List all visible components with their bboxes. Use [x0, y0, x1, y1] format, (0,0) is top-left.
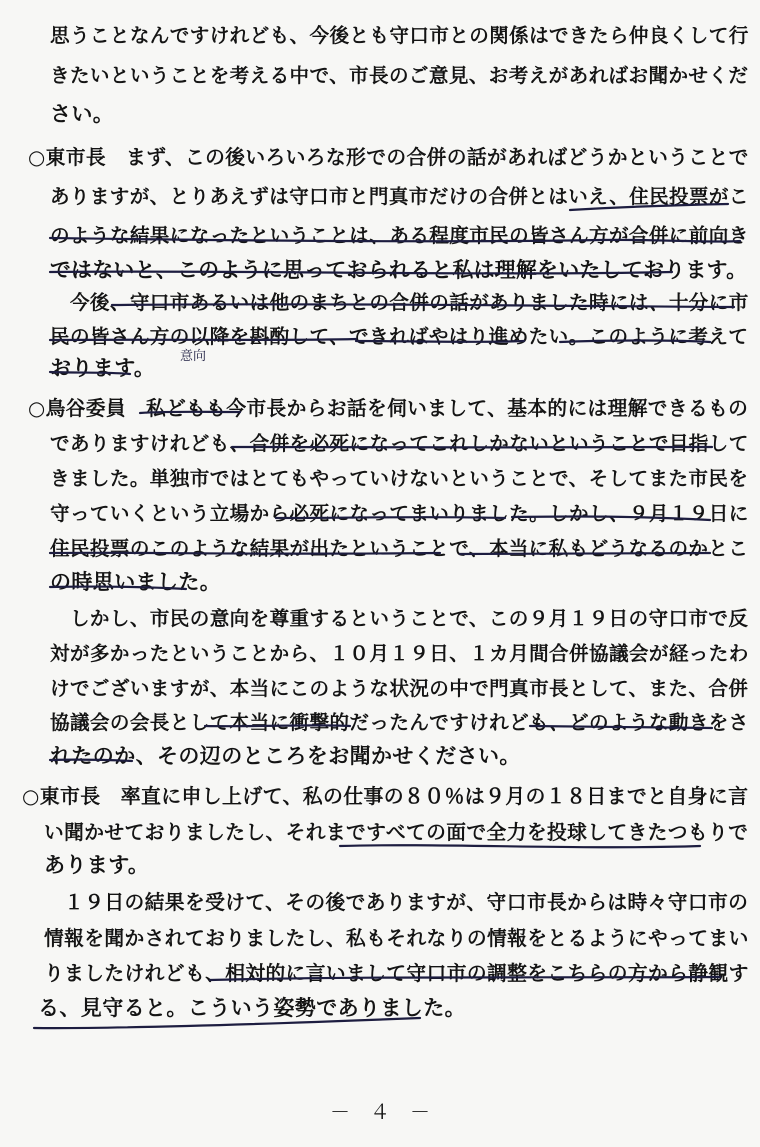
text-line: １９日の結果を受けて、その後でありますが、守口市長からは時々守口市の: [44, 890, 749, 914]
text-line: ありますが、とりあえずは守口市と門真市だけの合併とはいえ、住民投票がこ: [50, 185, 749, 208]
text-line: 今後、守口市あるいは他のまちとの合併の話がありました時には、十分に市: [50, 291, 749, 314]
text-line: 思うことなんですけれども、今後とも守口市との関係はできたら仲良くして行: [50, 24, 749, 47]
text-line: でありますけれども、合併を必死になってこれしかないということで目指して: [50, 432, 749, 455]
text-line: 民の皆さん方の以降を斟酌して、できればやはり進めたい。このように考えて: [50, 325, 749, 348]
text-line: れたのか、その辺のところをお聞かせください。: [50, 743, 521, 768]
text-line: る、見守ると。こういう姿勢でありました。: [38, 995, 466, 1020]
text-line: きました。単独市ではとてもやっていけないということで、そしてまた市民を: [50, 467, 749, 490]
text-line: の時思いました。: [50, 569, 222, 594]
text-line: あります。: [44, 852, 150, 877]
handwritten-note: 意向: [180, 349, 207, 364]
text-line: ○東市長 まず、この後いろいろな形での合併の話があればどうかということで: [28, 145, 749, 169]
text-line: い聞かせておりましたし、それまですべての面で全力を投球してきたつもりで: [44, 820, 749, 844]
text-line: けでございますが、本当にこのような状況の中で門真市長として、また、合併: [50, 677, 749, 700]
page-number: － ４ －: [330, 1100, 430, 1124]
text-line: 協議会の会長として本当に衝撃的だったんですけれども、どのような動きをさ: [50, 711, 749, 734]
text-line: 情報を聞かされておりましたし、私もそれなりの情報をとるようにやってまい: [44, 926, 749, 950]
text-line: おります。: [50, 355, 156, 380]
text-line: さい。: [50, 101, 115, 126]
text-line: 守っていくという立場から必死になってまいりました。しかし、９月１９日に: [50, 502, 749, 525]
text-line: りましたけれども、相対的に言いまして守口市の調整をこちらの方から静観す: [44, 961, 749, 985]
text-line: ○鳥谷委員 私どもも今市長からお話を伺いまして、基本的には理解できるもの: [28, 397, 749, 420]
text-line: のような結果になったということは、ある程度市民の皆さん方が合併に前向き: [50, 224, 749, 247]
text-line: ○東市長 率直に申し上げて、私の仕事の８０％は９月の１８日までと自身に言: [22, 784, 749, 808]
text-line: ではないと、このように思っておられると私は理解をいたしております。: [50, 257, 748, 282]
text-line: きたいということを考える中で、市長のご意見、お考えがあればお聞かせくだ: [50, 64, 749, 87]
text-line: 対が多かったということから、１０月１９日、１カ月間合併協議会が経ったわ: [50, 642, 749, 665]
text-line: しかし、市民の意向を尊重するということで、この９月１９日の守口市で反: [50, 607, 749, 630]
text-line: 住民投票のこのような結果が出たということで、本当に私もどうなるのかとこ: [50, 537, 749, 560]
